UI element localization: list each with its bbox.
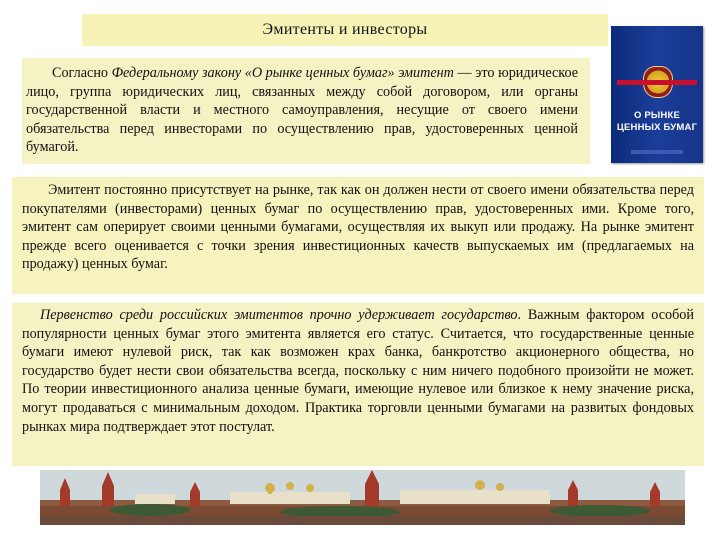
- definition-lead: Согласно: [52, 65, 112, 81]
- book-publisher-line: [619, 32, 695, 40]
- book-footer-bar: [631, 150, 683, 154]
- emitent-market-paragraph: [12, 177, 704, 294]
- definition-body: — это юридическое лицо, группа юридических лиц, связанных между собой договором, или органы государственной власти и местного самоуправления, несущие от своего имени обязательства перед инвесторами по осуществлению прав, удостоверенных ценной бумагой.: [26, 65, 579, 156]
- state-emitent-body: . Важным фактором особой популярности ценных бумаг этого эмитента является его статус. Считается, что государственные ценные бумаги имеют нулевой риск, так как возможен крах банка, банкротство акционерного общества, но государство будет нести свои обязательства всегда, поскольку с ним ничего подобного произойти не может. По теории инвестиционного анализа ценные бумаги, имеющие нулевое или близкое к нему значение риска, могут продаваться с минимальным доходом. Практика торговли ценными бумагами на развитых фондовых рынках мира подтверждает этот постулат.: [22, 307, 694, 435]
- book-title: О РЫНКЕ ЦЕННЫХ БУМАГ: [616, 110, 698, 133]
- slide-title-text: Эмитенты и инвесторы: [262, 21, 428, 38]
- law-reference: Федеральному закону «О рынке ценных бумаг»: [111, 65, 395, 81]
- state-emitent-paragraph: [12, 303, 704, 466]
- kremlin-panorama-image: [40, 470, 685, 525]
- emitent-market-text: Эмитент постоянно присутствует на рынке, так как он должен нести от своего имени обязательства перед покупателями (инвесторами) ценных бумаг по осуществлению прав, удостоверенных ими. Кроме того, эмитент сам оперирует своими ценными бумагами, осуществляя их выкуп или продажу. На рынке эмитент прежде всего оценивается с точки зрения инвестиционных качеств выпускаемых им (предлагаемых на продажу) ценных бумаг.: [22, 182, 694, 273]
- definition-paragraph: [22, 58, 590, 164]
- book-stripe: [617, 80, 697, 85]
- law-book-cover-image: [611, 26, 703, 163]
- kremlin-skyline-illustration: [40, 470, 685, 525]
- term-emitent: эмитент: [398, 65, 454, 81]
- slide-title: [82, 14, 608, 46]
- state-emitent-lead: Первенство среди российских эмитентов прочно удерживает государство: [40, 307, 518, 323]
